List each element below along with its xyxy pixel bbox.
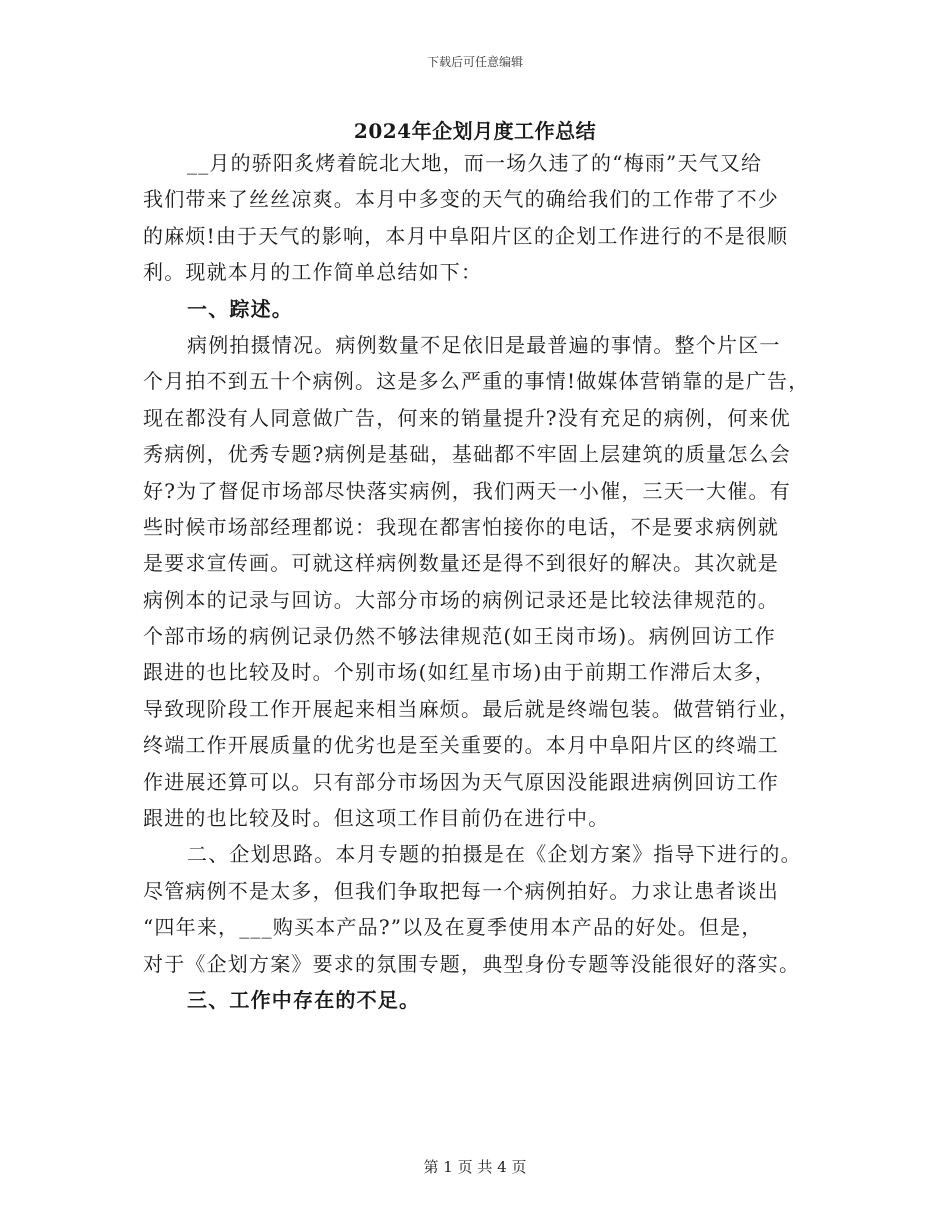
paragraph-line: 好?为了督促市场部尽快落实病例，我们两天一小催，三天一大催。有 bbox=[143, 478, 791, 503]
paragraph-line: 对于《企划方案》要求的氛围专题，典型身份专题等没能很好的落实。 bbox=[143, 951, 801, 976]
paragraph-line: 二、企划思路。本月专题的拍摄是在《企划方案》指导下进行的。 bbox=[187, 842, 802, 867]
paragraph-line: 尽管病例不是太多，但我们争取把每一个病例拍好。力求让患者谈出 bbox=[143, 878, 779, 903]
paragraph-line: 我们带来了丝丝凉爽。本月中多变的天气的确给我们的工作带了不少 bbox=[143, 187, 779, 212]
page-footer: 第 1 页 共 4 页 bbox=[423, 1158, 527, 1176]
page-header: 下载后可任意编辑 bbox=[426, 55, 523, 69]
paragraph-line: 个月拍不到五十个病例。这是多么严重的事情!做媒体营销靠的是广告， bbox=[143, 369, 810, 394]
paragraph-line: “四年来，___购买本产品?”以及在夏季使用本产品的好处。但是， bbox=[143, 915, 763, 940]
paragraph-line: __月的骄阳炙烤着皖北大地，而一场久违了的“梅雨”天气又给 bbox=[187, 151, 763, 175]
paragraph-line: 跟进的也比较及时。个别市场(如红星市场)由于前期工作滞后太多， bbox=[143, 660, 776, 685]
paragraph-line: 是要求宣传画。可就这样病例数量还是得不到很好的解决。其次就是 bbox=[143, 551, 779, 576]
paragraph-line: 秀病例，优秀专题?病例是基础，基础都不牢固上层建筑的质量怎么会 bbox=[143, 442, 791, 467]
paragraph-line: 个部市场的病例记录仍然不够法律规范(如王岗市场)。病例回访工作 bbox=[143, 624, 776, 649]
paragraph-line: 病例本的记录与回访。大部分市场的病例记录还是比较法律规范的。 bbox=[143, 587, 779, 612]
paragraph-line: 作进展还算可以。只有部分市场因为天气原因没能跟进病例回访工作 bbox=[143, 769, 779, 794]
paragraph-line: 利。现就本月的工作简单总结如下： bbox=[143, 260, 483, 285]
section-heading: 三、工作中存在的不足。 bbox=[187, 987, 421, 1012]
paragraph-line: 病例拍摄情况。病例数量不足依旧是最普遍的事情。整个片区一 bbox=[187, 332, 781, 357]
paragraph-line: 导致现阶段工作开展起来相当麻烦。最后就是终端包装。做营销行业， bbox=[143, 696, 801, 721]
paragraph-line: 些时候市场部经理都说：我现在都害怕接你的电话，不是要求病例就 bbox=[143, 514, 779, 539]
document-title: 2024年企划月度工作总结 bbox=[353, 119, 597, 143]
section-heading: 一、踪述。 bbox=[187, 296, 293, 321]
paragraph-line: 的麻烦!由于天气的影响，本月中阜阳片区的企划工作进行的不是很顺 bbox=[143, 223, 789, 248]
paragraph-line: 终端工作开展质量的优劣也是至关重要的。本月中阜阳片区的终端工 bbox=[143, 733, 779, 758]
paragraph-line: 现在都没有人同意做广告，何来的销量提升?没有充足的病例，何来优 bbox=[143, 405, 791, 430]
paragraph-line: 跟进的也比较及时。但这项工作目前仍在进行中。 bbox=[143, 806, 610, 831]
document-body bbox=[143, 145, 808, 1018]
